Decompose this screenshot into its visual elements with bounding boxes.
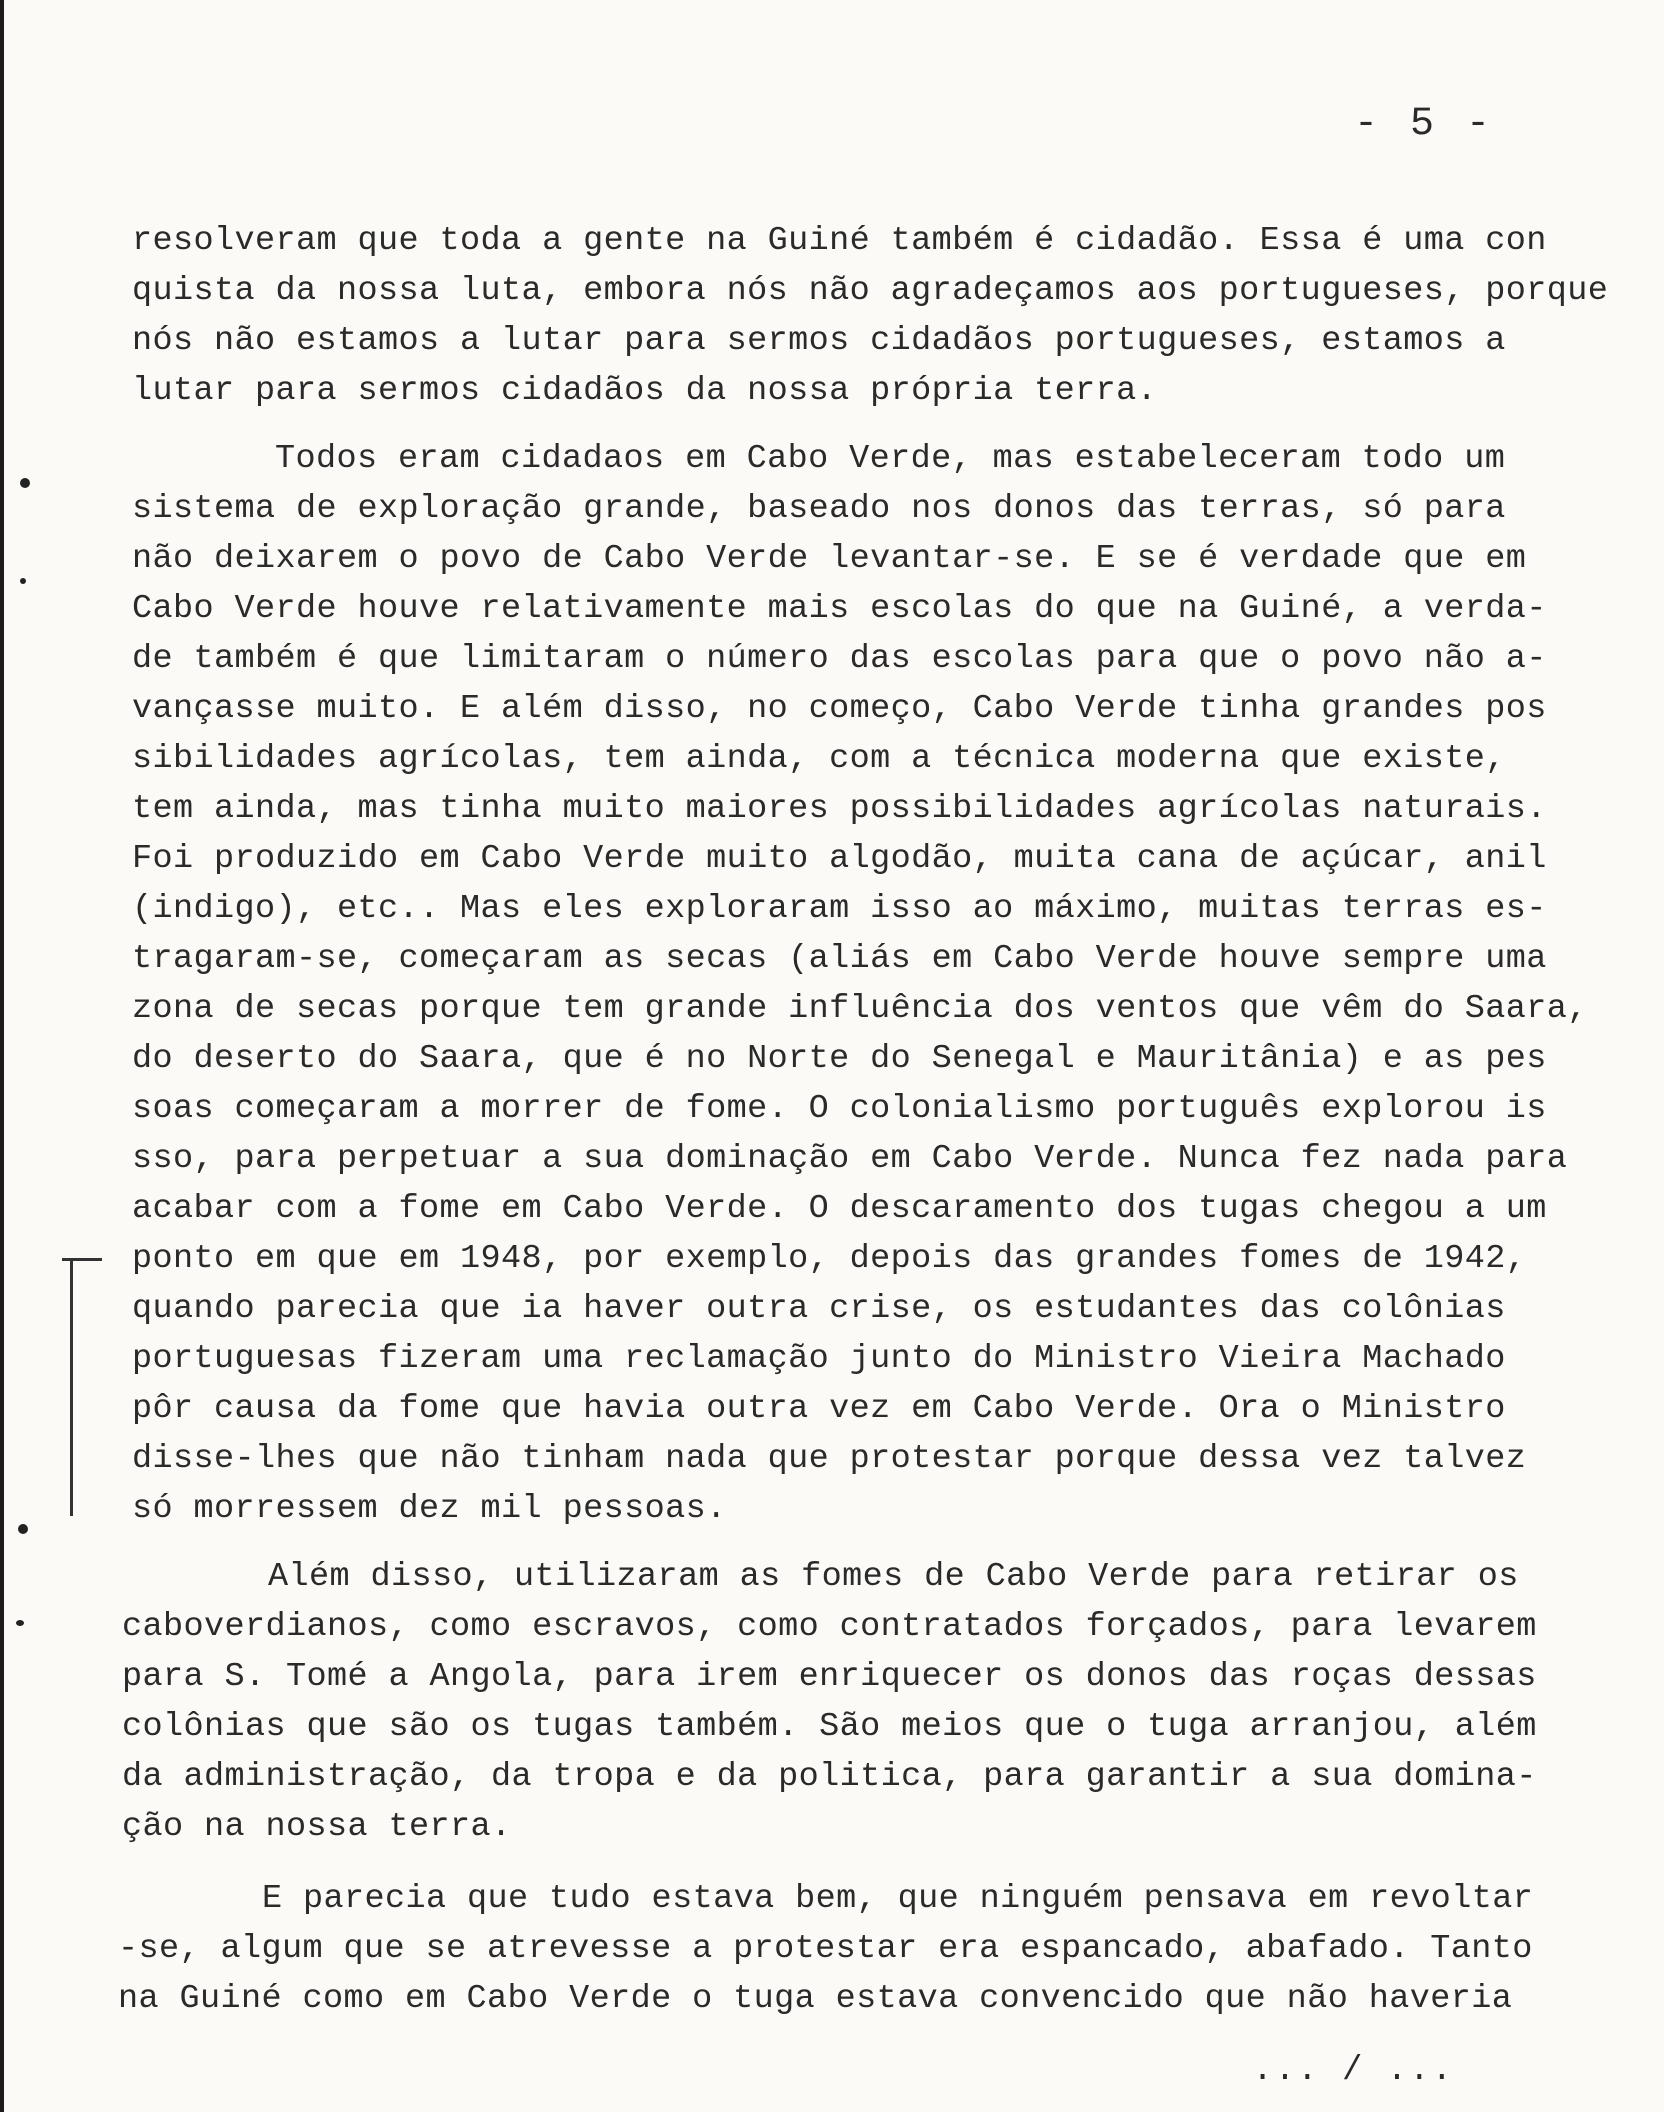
text-line: quista da nossa luta, embora nós não agradeçamos aos portugueses, porque <box>132 272 1609 310</box>
text-line: portuguesas fizeram uma reclamação junto do Ministro Vieira Machado <box>132 1340 1506 1378</box>
text-line: (indigo), etc.. Mas eles exploraram isso ao máximo, muitas terras es- <box>132 890 1547 928</box>
text-line: tem ainda, mas tinha muito maiores possibilidades agrícolas naturais. <box>132 790 1547 828</box>
margin-dot <box>20 478 30 488</box>
margin-dot <box>20 578 26 584</box>
text-line: -se, algum que se atrevesse a protestar era espancado, abafado. Tanto <box>118 1930 1533 1968</box>
text-line: não deixarem o povo de Cabo Verde levantar-se. E se é verdade que em <box>132 540 1527 578</box>
text-line: disse-lhes que não tinham nada que protestar porque dessa vez talvez <box>132 1440 1527 1478</box>
text-line: na Guiné como em Cabo Verde o tuga estava convencido que não haveria <box>118 1980 1513 2018</box>
page-number: - 5 - <box>1353 102 1494 147</box>
margin-bracket-top <box>62 1258 102 1261</box>
text-line: E parecia que tudo estava bem, que ninguém pensava em revoltar <box>262 1880 1534 1918</box>
text-line: do deserto do Saara, que é no Norte do Senegal e Mauritânia) e as pes <box>132 1040 1547 1078</box>
text-line: Foi produzido em Cabo Verde muito algodão, muita cana de açúcar, anil <box>132 840 1547 878</box>
text-line: quando parecia que ia haver outra crise, os estudantes das colônias <box>132 1290 1506 1328</box>
text-line: sibilidades agrícolas, tem ainda, com a técnica moderna que existe, <box>132 740 1506 778</box>
continuation-mark: ... / ... <box>1252 2052 1454 2090</box>
text-line: lutar para sermos cidadãos da nossa própria terra. <box>132 372 1158 410</box>
text-line: de também é que limitaram o número das escolas para que o povo não a- <box>132 640 1547 678</box>
text-line: da administração, da tropa e da politica, para garantir a sua domina- <box>122 1758 1537 1796</box>
text-line: ponto em que em 1948, por exemplo, depois das grandes fomes de 1942, <box>132 1240 1527 1278</box>
text-line: caboverdianos, como escravos, como contratados forçados, para levarem <box>122 1608 1537 1646</box>
page-edge <box>0 0 4 2112</box>
text-line: soas começaram a morrer de fome. O colonialismo português explorou is <box>132 1090 1547 1128</box>
text-line: só morressem dez mil pessoas. <box>132 1490 727 1528</box>
margin-dot <box>18 1524 28 1534</box>
text-line: pôr causa da fome que havia outra vez em Cabo Verde. Ora o Ministro <box>132 1390 1506 1428</box>
text-line: zona de secas porque tem grande influência dos ventos que vêm do Saara, <box>132 990 1588 1028</box>
text-line: Todos eram cidadaos em Cabo Verde, mas estabeleceram todo um <box>275 440 1506 478</box>
text-line: sistema de exploração grande, baseado nos donos das terras, só para <box>132 490 1506 528</box>
text-line: acabar com a fome em Cabo Verde. O descaramento dos tugas chegou a um <box>132 1190 1547 1228</box>
text-line: resolveram que toda a gente na Guiné também é cidadão. Essa é uma con <box>132 222 1547 260</box>
text-line: tragaram-se, começaram as secas (aliás em Cabo Verde houve sempre uma <box>132 940 1547 978</box>
text-line: Cabo Verde houve relativamente mais escolas do que na Guiné, a verda- <box>132 590 1547 628</box>
text-line: vançasse muito. E além disso, no começo, Cabo Verde tinha grandes pos <box>132 690 1547 728</box>
margin-dot <box>16 1620 24 1626</box>
text-line: nós não estamos a lutar para sermos cidadãos portugueses, estamos a <box>132 322 1506 360</box>
margin-bracket <box>70 1258 73 1516</box>
text-line: ção na nossa terra. <box>122 1808 512 1846</box>
text-line: sso, para perpetuar a sua dominação em Cabo Verde. Nunca fez nada para <box>132 1140 1568 1178</box>
text-line: colônias que são os tugas também. São meios que o tuga arranjou, além <box>122 1708 1537 1746</box>
text-line: Além disso, utilizaram as fomes de Cabo Verde para retirar os <box>268 1558 1519 1596</box>
text-line: para S. Tomé a Angola, para irem enriquecer os donos das roças dessas <box>122 1658 1537 1696</box>
